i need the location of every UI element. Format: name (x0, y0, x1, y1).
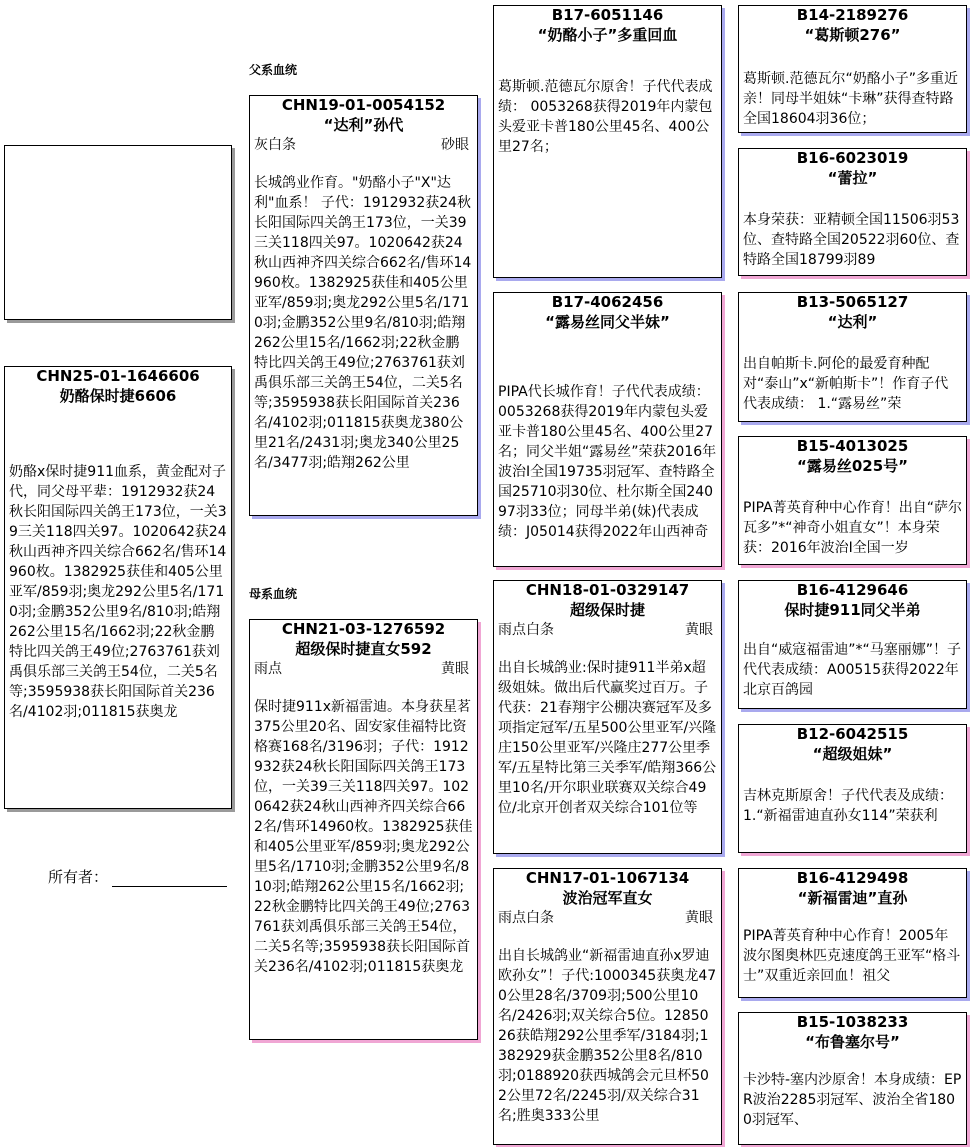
gen3-desc: 本身荣获：亚精顿全国11506羽53位、查特路全国20522羽60位、查特路全国18799羽89 (743, 212, 960, 268)
pigeon-photo (4, 145, 232, 320)
dam-eye: 黄眼 (441, 661, 469, 677)
gen3-name: “达利” (827, 313, 878, 331)
dam-name: 超级保时捷直女592 (295, 640, 432, 658)
gen2-desc: 葛斯顿.范德瓦尔原舍！子代代表成绩： 0053268获得2019年内蒙包头爱亚卡普180公里45名、400公里27名； (498, 79, 713, 155)
dam-color: 雨点 (254, 661, 282, 677)
grandsire-maternal-card (493, 580, 722, 854)
gen2-name: “露易丝同父半妹” (545, 313, 670, 331)
gen3-desc: 出自“威寇福雷迪”*“马塞丽娜”！子代代表成绩：A00515获得2022年北京百鸽园 (743, 642, 962, 698)
gen3-card-8 (738, 1012, 967, 1145)
gen3-card-6 (738, 724, 967, 853)
gen2-desc: 出自长城鸽业“新福雷迪直孙x罗迪欧孙女”！子代:1000345获奥龙470公里28名/3709羽;500公里10名/2426羽;双关综合5位。1285026获皓翔292公里季军/3184羽;1382929获金鹏352公里8名/810羽;0188920获西城鸽会元旦杯502公里72名/2245羽/双关综合31名;胜奥333公里 (498, 948, 717, 1124)
gen3-card-3 (738, 292, 967, 422)
gen2-ring: CHN17-01-1067134 (525, 869, 690, 887)
gen3-desc: 卡沙特-塞内沙原舍！本身成绩：EPR波治2285羽冠军、波治全省1800羽冠军、 (743, 1072, 962, 1128)
gen2-eye: 黄眼 (685, 910, 713, 926)
gen3-ring: B16-6023019 (796, 149, 909, 167)
subject-desc: 奶酪x保时捷911血系，黄金配对子代，同父母平辈：1912932获24秋长阳国际四关鸽王173位，一关39三关118四关97。1020642获24秋山西神齐四关综合662名/售环14960枚。1382925获佳和405公里亚军/859羽;奥龙292公里5名/1710羽;金鹏352公里9名/810羽;皓翔262公里15名/1662羽;22秋金鹏特比四关鸽王49位;2763761获刘禹俱乐部三关鸽王54位，二关5名等;3595938获长阳国际首关236名/4102羽;011815获奥龙 (9, 464, 227, 720)
gen3-card-5 (738, 580, 967, 709)
sire-card (249, 95, 478, 516)
dam-ring: CHN21-03-1276592 (281, 620, 446, 638)
gen2-name: 波治冠军直女 (562, 889, 653, 907)
gen3-name: 保时捷911同父半弟 (784, 601, 921, 619)
dam-desc: 保时捷911x新福雷迪。本身获星茗375公里20名、固安家佳福特比资格赛168名/3196羽；子代：1912932获24秋长阳国际四关鸽王173位，一关39三关118四关97。1020642获24秋山西神齐四关综合662名/售环14960枚。1382925获佳和405公里亚军/859羽;奥龙292公里5名/1710羽;金鹏352公里9名/810羽;皓翔262公里15名/1662羽;22秋金鹏特比四关鸽王49位;2763761获刘禹俱乐部三关鸽王54位，二关5名等;3595938获长阳国际首关236名/4102羽;011815获奥龙 (254, 699, 473, 975)
owner-label: 所有者： (48, 868, 109, 886)
gen3-desc: 出自帕斯卡.阿伦的最爱育种配对“泰山”x“新帕斯卡”！作育子代代表成绩： 1.“露易丝”荣 (743, 356, 949, 412)
dam-card (249, 619, 478, 1040)
gen3-card-1 (738, 5, 967, 133)
gen2-name: 超级保时捷 (569, 601, 645, 619)
gen3-desc: 吉林克斯原舍！子代代表及成绩：1.“新福雷迪直孙女114”荣获利 (743, 788, 953, 824)
owner-field (48, 866, 227, 887)
gen2-color: 雨点白条 (498, 910, 554, 926)
sire-ring: CHN19-01-0054152 (281, 96, 446, 114)
gen2-ring: B17-6051146 (551, 6, 664, 24)
dam-line-label: 母系血统 (249, 587, 298, 601)
gen3-ring: B16-4129646 (796, 581, 909, 599)
gen3-ring: B15-1038233 (796, 1013, 909, 1031)
gen3-name: “蕾拉” (827, 169, 878, 187)
gen2-eye: 黄眼 (685, 622, 713, 638)
gen3-ring: B14-2189276 (796, 6, 909, 24)
sire-desc: 长城鸽业作育。"奶酪小子"X"达利"血系！ 子代：1912932获24秋长阳国际四关鸽王173位，一关39三关118四关97。1020642获24秋山西神齐四关综合662名/售环14960枚。1382925获佳和405公里亚军/859羽;奥龙292公里5名/1710羽;金鹏352公里9名/810羽;皓翔262公里15名/1662羽;22秋金鹏特比四关鸽王49位;2763761获刘禹俱乐部三关鸽王54位，二关5名等;3595938获长阳国际首关236名/4102羽;011815获奥龙380公里21名/2431羽;奥龙340公里25名/3477羽;皓翔262公里 (254, 175, 472, 471)
sire-eye: 砂眼 (441, 137, 469, 153)
gen3-name: “葛斯顿276” (804, 26, 901, 44)
grandsire-paternal-card (493, 5, 722, 278)
gen3-ring: B12-6042515 (796, 725, 909, 743)
gen2-desc: 出自长城鸽业:保时捷911半弟x超级姐妹。做出后代赢奖过百万。子代获：21春翔宇公棚决赛冠军及多项指定冠军/五星500公里亚军/兴隆庄150公里亚军/兴隆庄277公里季军/五星特比第三关季军/皓翔366公里10名/开尔职业联赛双关综合49位/北京开创者双关综合101位等 (498, 660, 717, 816)
gen3-name: “露易丝025号” (796, 457, 909, 475)
gen3-card-4 (738, 436, 967, 565)
gen3-name: “超级姐妹” (812, 745, 893, 763)
gen2-name: “奶酪小子”多重回血 (537, 26, 678, 44)
gen3-ring: B13-5065127 (796, 293, 909, 311)
gen3-ring: B15-4013025 (796, 437, 909, 455)
gen3-name: “布鲁塞尔号” (805, 1033, 900, 1051)
owner-line (112, 872, 227, 887)
sire-color: 灰白条 (254, 137, 296, 153)
sire-name: “达利”孙代 (323, 116, 404, 134)
gen2-ring: CHN18-01-0329147 (525, 581, 690, 599)
gen3-desc: PIPA菁英育种中心作育！2005年波尔图奥林匹克速度鸽王亚军“格斗士”双重近亲回血！祖父 (743, 928, 961, 984)
sire-line-label: 父系血统 (249, 63, 298, 77)
gen2-desc: PIPA代长城作育！子代代表成绩： 0053268获得2019年内蒙包头爱亚卡普180公里45名、400公里27名；同父半姐“露易丝”荣获2016年波治I全国19735羽冠军、查特路全国25710羽30位、杜尔斯全国24097羽33位；同母半弟(妹)代表成绩：J05014获得2022年山西神奇 (498, 384, 717, 540)
gen3-ring: B16-4129498 (796, 869, 909, 887)
gen3-name: “新福雷迪”直孙 (797, 889, 908, 907)
gen3-desc: 葛斯顿.范德瓦尔“奶酪小子”多重近亲！同母半姐妹“卡琳”获得查特路全国18604羽36位； (743, 71, 958, 127)
gen2-color: 雨点白条 (498, 622, 554, 638)
granddam-paternal-card (493, 292, 722, 567)
subject-name: 奶酪保时捷6606 (59, 387, 177, 405)
gen2-ring: B17-4062456 (551, 293, 664, 311)
subject-ring: CHN25-01-1646606 (36, 367, 200, 385)
granddam-maternal-card (493, 868, 722, 1145)
gen3-card-2 (738, 148, 967, 276)
gen3-card-7 (738, 868, 967, 998)
subject-card (4, 366, 232, 809)
gen3-desc: PIPA菁英育种中心作育！出自“萨尔瓦多”*“神奇小姐直女”！本身荣获：2016年波治I全国一岁 (743, 500, 962, 556)
